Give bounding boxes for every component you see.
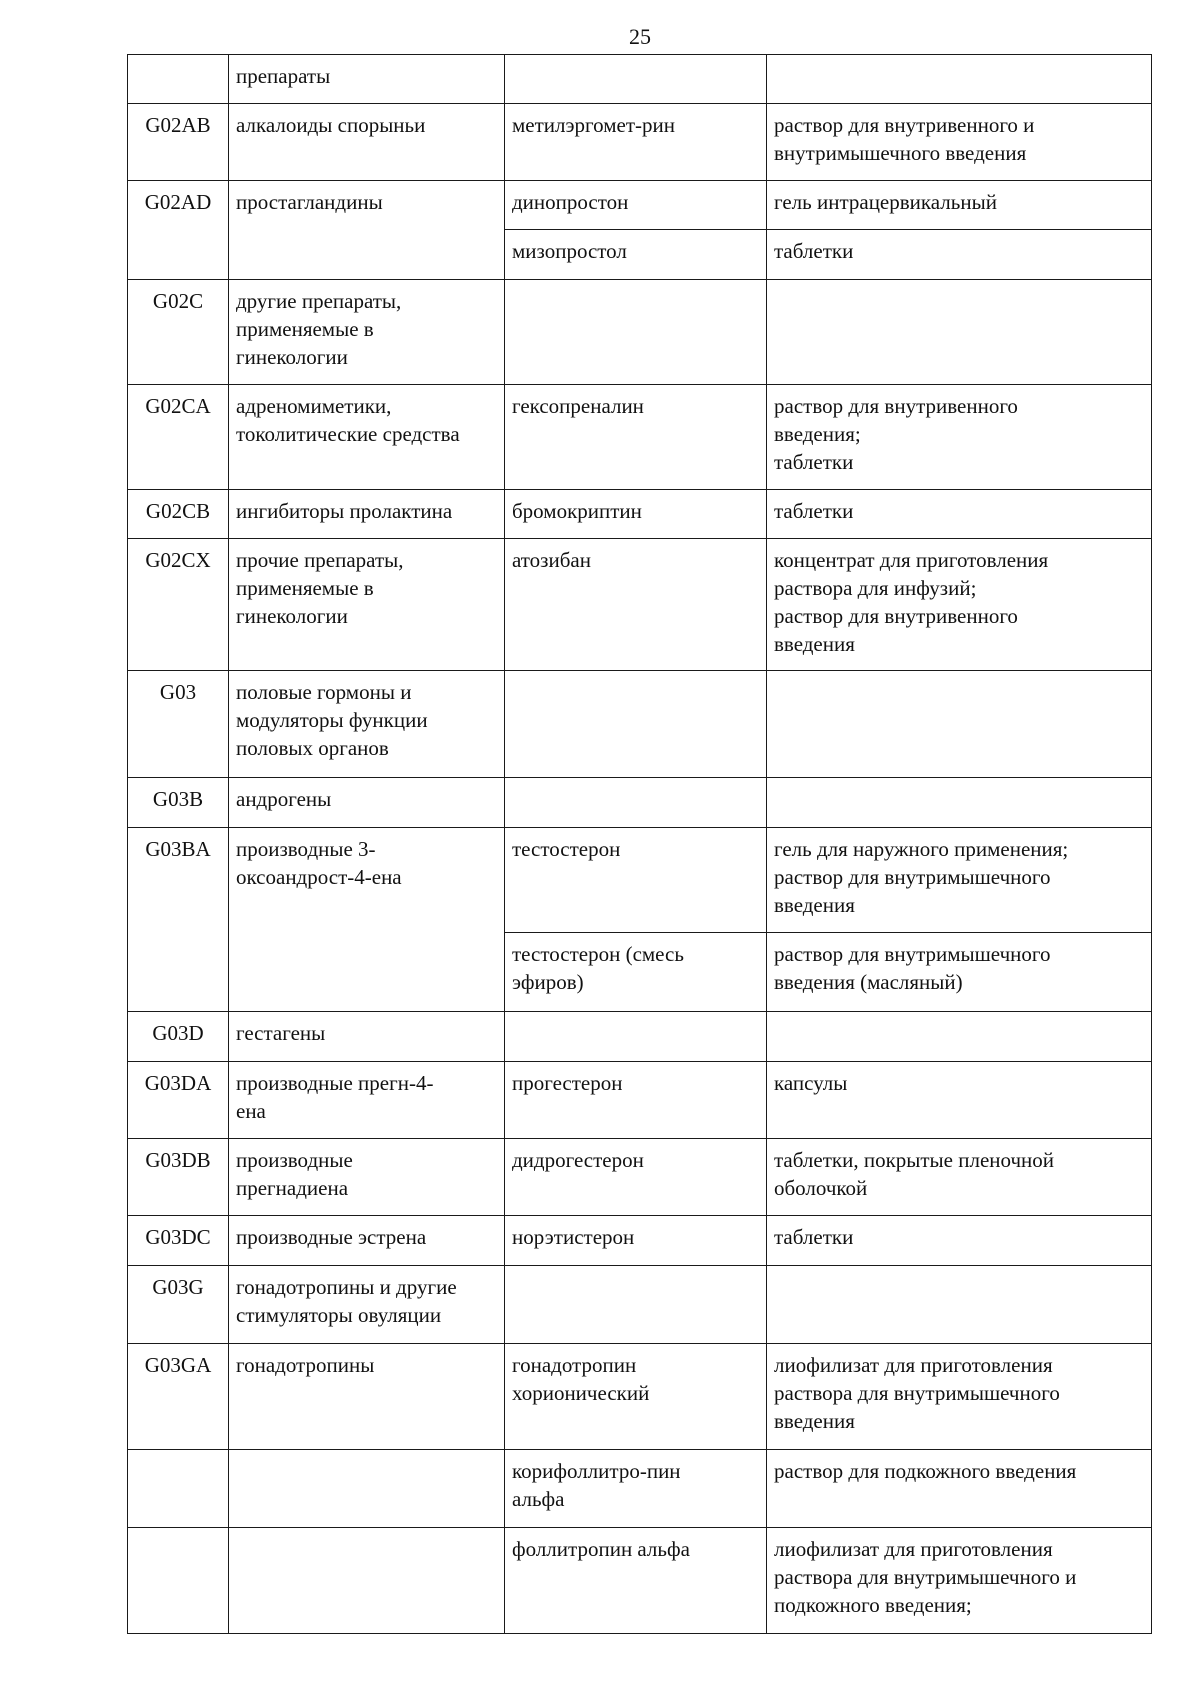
drug-name-cell: атозибан (505, 539, 767, 671)
atc-code-cell: G02CX (128, 539, 229, 671)
drug-name-cell: мизопростол (505, 230, 767, 280)
atc-code-cell: G03B (128, 778, 229, 828)
drug-name-cell (505, 778, 767, 828)
drug-name-cell: дидрогестерон (505, 1139, 767, 1216)
dosage-form-cell: гель интрацервикальный (767, 181, 1152, 230)
drug-name-cell: бромокриптин (505, 490, 767, 539)
table-row (128, 1450, 1152, 1528)
anatomical-therapeutic-group-cell: гонадотропины и другие стимуляторы овуляции (229, 1266, 505, 1344)
dosage-form-cell (767, 55, 1152, 104)
atc-code-cell: G03DC (128, 1216, 229, 1266)
dosage-form-cell: лиофилизат для приготовления раствора для внутримышечного и подкожного введения; (767, 1528, 1152, 1634)
anatomical-therapeutic-group-cell: гонадотропины (229, 1344, 505, 1450)
atc-code-cell: G02CA (128, 385, 229, 490)
table-row (128, 1528, 1152, 1634)
dosage-form-cell (767, 280, 1152, 385)
dosage-form-cell (767, 778, 1152, 828)
atc-code-cell: G02C (128, 280, 229, 385)
table-row (128, 280, 1152, 385)
dosage-form-cell: гель для наружного применения; раствор для внутримышечного введения (767, 828, 1152, 933)
atc-code-cell: G03DA (128, 1062, 229, 1139)
table-row (128, 1344, 1152, 1450)
atc-code-cell: G03DB (128, 1139, 229, 1216)
anatomical-therapeutic-group-cell: гестагены (229, 1012, 505, 1062)
table-row (128, 778, 1152, 828)
anatomical-therapeutic-group-cell: адреномиметики, токолитические средства (229, 385, 505, 490)
drug-name-cell: фоллитропин альфа (505, 1528, 767, 1634)
atc-code-cell: G02CB (128, 490, 229, 539)
drug-name-cell (505, 1012, 767, 1062)
drug-name-cell: гексопреналин (505, 385, 767, 490)
atc-code-cell: G02AB (128, 104, 229, 181)
atc-code-cell (128, 1528, 229, 1634)
dosage-form-cell (767, 671, 1152, 778)
anatomical-therapeutic-group-cell: производные прегнадиена (229, 1139, 505, 1216)
anatomical-therapeutic-group-cell (229, 1528, 505, 1634)
drug-name-cell (505, 1266, 767, 1344)
table-row (128, 55, 1152, 104)
dosage-form-cell: капсулы (767, 1062, 1152, 1139)
drug-name-cell: тестостерон (смесь эфиров) (505, 933, 767, 1012)
anatomical-therapeutic-group-cell: андрогены (229, 778, 505, 828)
drug-name-cell: динопростон (505, 181, 767, 230)
atc-code-cell: G03D (128, 1012, 229, 1062)
table-row (128, 1216, 1152, 1266)
anatomical-therapeutic-group-cell: прочие препараты, применяемые в гинекологии (229, 539, 505, 671)
dosage-form-cell: раствор для внутривенного введения; таблетки (767, 385, 1152, 490)
atc-code-cell: G03G (128, 1266, 229, 1344)
table-row (128, 1266, 1152, 1344)
drug-name-cell (505, 55, 767, 104)
dosage-form-cell: раствор для внутримышечного введения (масляный) (767, 933, 1152, 1012)
dosage-form-cell (767, 1012, 1152, 1062)
anatomical-therapeutic-group-cell: половые гормоны и модуляторы функции половых органов (229, 671, 505, 778)
dosage-form-cell: раствор для внутривенного и внутримышечного введения (767, 104, 1152, 181)
anatomical-therapeutic-group-cell: другие препараты, применяемые в гинекологии (229, 280, 505, 385)
anatomical-therapeutic-group-cell: ингибиторы пролактина (229, 490, 505, 539)
drug-name-cell: гонадотропин хорионический (505, 1344, 767, 1450)
anatomical-therapeutic-group-cell: производные 3- оксоандрост-4-ена (229, 828, 505, 1012)
anatomical-therapeutic-group-cell: производные прегн-4- ена (229, 1062, 505, 1139)
drug-name-cell: тестостерон (505, 828, 767, 933)
dosage-form-cell (767, 1266, 1152, 1344)
table-row (128, 671, 1152, 778)
atc-code-cell: G03BA (128, 828, 229, 1012)
anatomical-therapeutic-group-cell: препараты (229, 55, 505, 104)
dosage-form-cell: таблетки (767, 230, 1152, 280)
anatomical-therapeutic-group-cell: алкалоиды спорыньи (229, 104, 505, 181)
table-row (128, 1139, 1152, 1216)
drug-classification-table (127, 54, 1152, 1634)
table-row (128, 1012, 1152, 1062)
dosage-form-cell: таблетки (767, 1216, 1152, 1266)
atc-code-cell: G02AD (128, 181, 229, 280)
atc-code-cell: G03 (128, 671, 229, 778)
table-body (128, 55, 1152, 1634)
drug-name-cell: норэтистерон (505, 1216, 767, 1266)
drug-name-cell: метилэргомет-рин (505, 104, 767, 181)
dosage-form-cell: таблетки, покрытые пленочной оболочкой (767, 1139, 1152, 1216)
page-number: 25 (629, 24, 651, 49)
dosage-form-cell: концентрат для приготовления раствора для инфузий; раствор для внутривенного введения (767, 539, 1152, 671)
table-row (128, 181, 1152, 230)
dosage-form-cell: раствор для подкожного введения (767, 1450, 1152, 1528)
table-row (128, 539, 1152, 671)
anatomical-therapeutic-group-cell: производные эстрена (229, 1216, 505, 1266)
drug-name-cell: прогестерон (505, 1062, 767, 1139)
table-row (128, 104, 1152, 181)
anatomical-therapeutic-group-cell: простагландины (229, 181, 505, 280)
drug-name-cell (505, 671, 767, 778)
drug-name-cell (505, 280, 767, 385)
table-row (128, 490, 1152, 539)
atc-code-cell (128, 1450, 229, 1528)
dosage-form-cell: таблетки (767, 490, 1152, 539)
anatomical-therapeutic-group-cell (229, 1450, 505, 1528)
drug-name-cell: корифоллитро-пин альфа (505, 1450, 767, 1528)
table-row (128, 1062, 1152, 1139)
atc-code-cell: G03GA (128, 1344, 229, 1450)
table-row (128, 828, 1152, 933)
table-row (128, 385, 1152, 490)
dosage-form-cell: лиофилизат для приготовления раствора для внутримышечного введения (767, 1344, 1152, 1450)
atc-code-cell (128, 55, 229, 104)
